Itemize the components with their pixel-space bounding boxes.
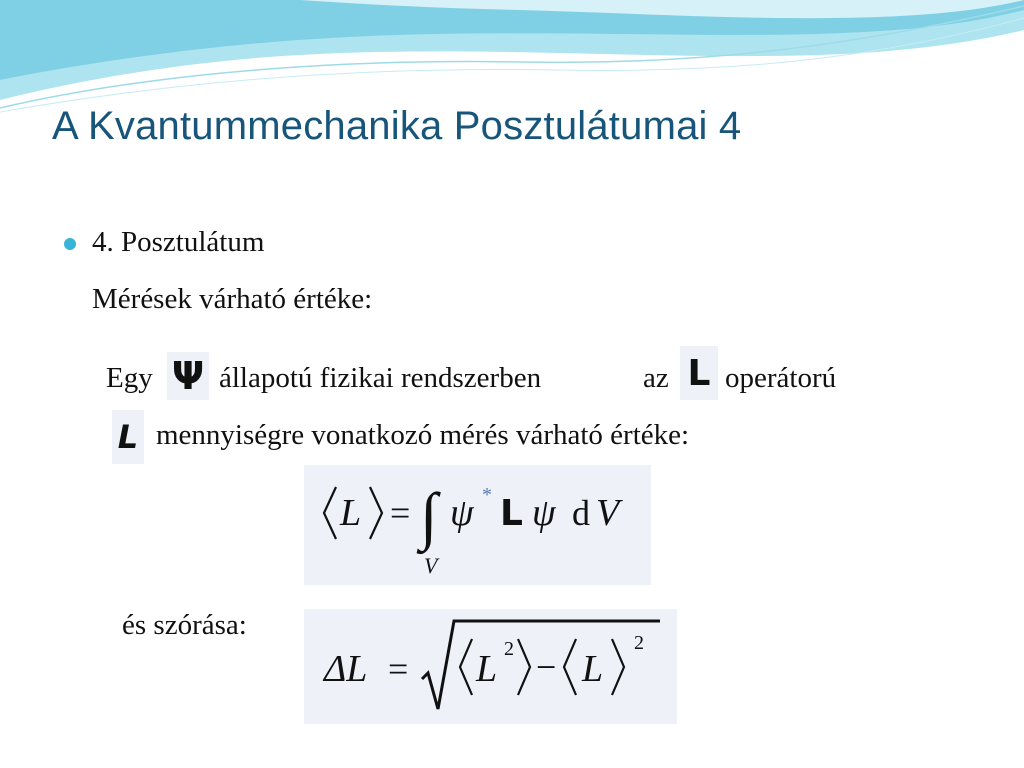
psi-conjugate: ψ	[450, 492, 474, 534]
text-scatter-label: és szórása:	[122, 609, 247, 641]
psi: ψ	[532, 492, 556, 534]
conjugate-star: *	[482, 484, 492, 506]
right-angle-bracket-2	[518, 639, 530, 695]
slide-title: A Kvantummechanika Posztulátumai 4	[52, 104, 742, 148]
left-angle-bracket	[324, 487, 336, 539]
expectation-value-formula	[304, 465, 651, 585]
volume-V: V	[596, 492, 620, 534]
L-mean: L	[582, 648, 604, 690]
formula2-equals: =	[388, 649, 409, 689]
integral-subscript: V	[424, 553, 438, 578]
standard-deviation-formula	[304, 609, 677, 724]
formula1-lhs-L: L	[340, 492, 362, 534]
operator-L-symbol-image: L	[680, 346, 718, 400]
bullet-heading: 4. Posztulátum	[92, 226, 265, 258]
differential-d: d	[572, 493, 590, 533]
bullet-subheading: Mérések várható értéke:	[92, 283, 373, 315]
text-operatoru: operátorú	[725, 362, 837, 394]
formula1-operator-L: L	[500, 493, 523, 534]
exponent-2a: 2	[504, 638, 514, 660]
integral-sign: ∫	[420, 480, 438, 551]
bullet-dot-icon	[64, 238, 76, 250]
text-expected-value: mennyiségre vonatkozó mérés várható értéke:	[156, 419, 690, 451]
minus-sign: −	[536, 647, 557, 687]
right-angle-bracket	[370, 487, 382, 539]
delta-L: ΔL	[324, 648, 368, 690]
text-egy: Egy	[106, 362, 153, 394]
exponent-2b: 2	[634, 632, 644, 654]
psi-symbol-image: Ψ	[167, 352, 209, 400]
left-angle-bracket-3	[564, 639, 576, 695]
quantity-L-symbol-image: L	[112, 410, 144, 464]
formula1-equals: =	[390, 493, 411, 533]
right-angle-bracket-3	[612, 639, 624, 695]
left-angle-bracket-2	[460, 639, 472, 695]
L-squared-base: L	[476, 648, 498, 690]
text-az: az	[643, 362, 669, 394]
text-state-system: állapotú fizikai rendszerben	[219, 362, 542, 394]
